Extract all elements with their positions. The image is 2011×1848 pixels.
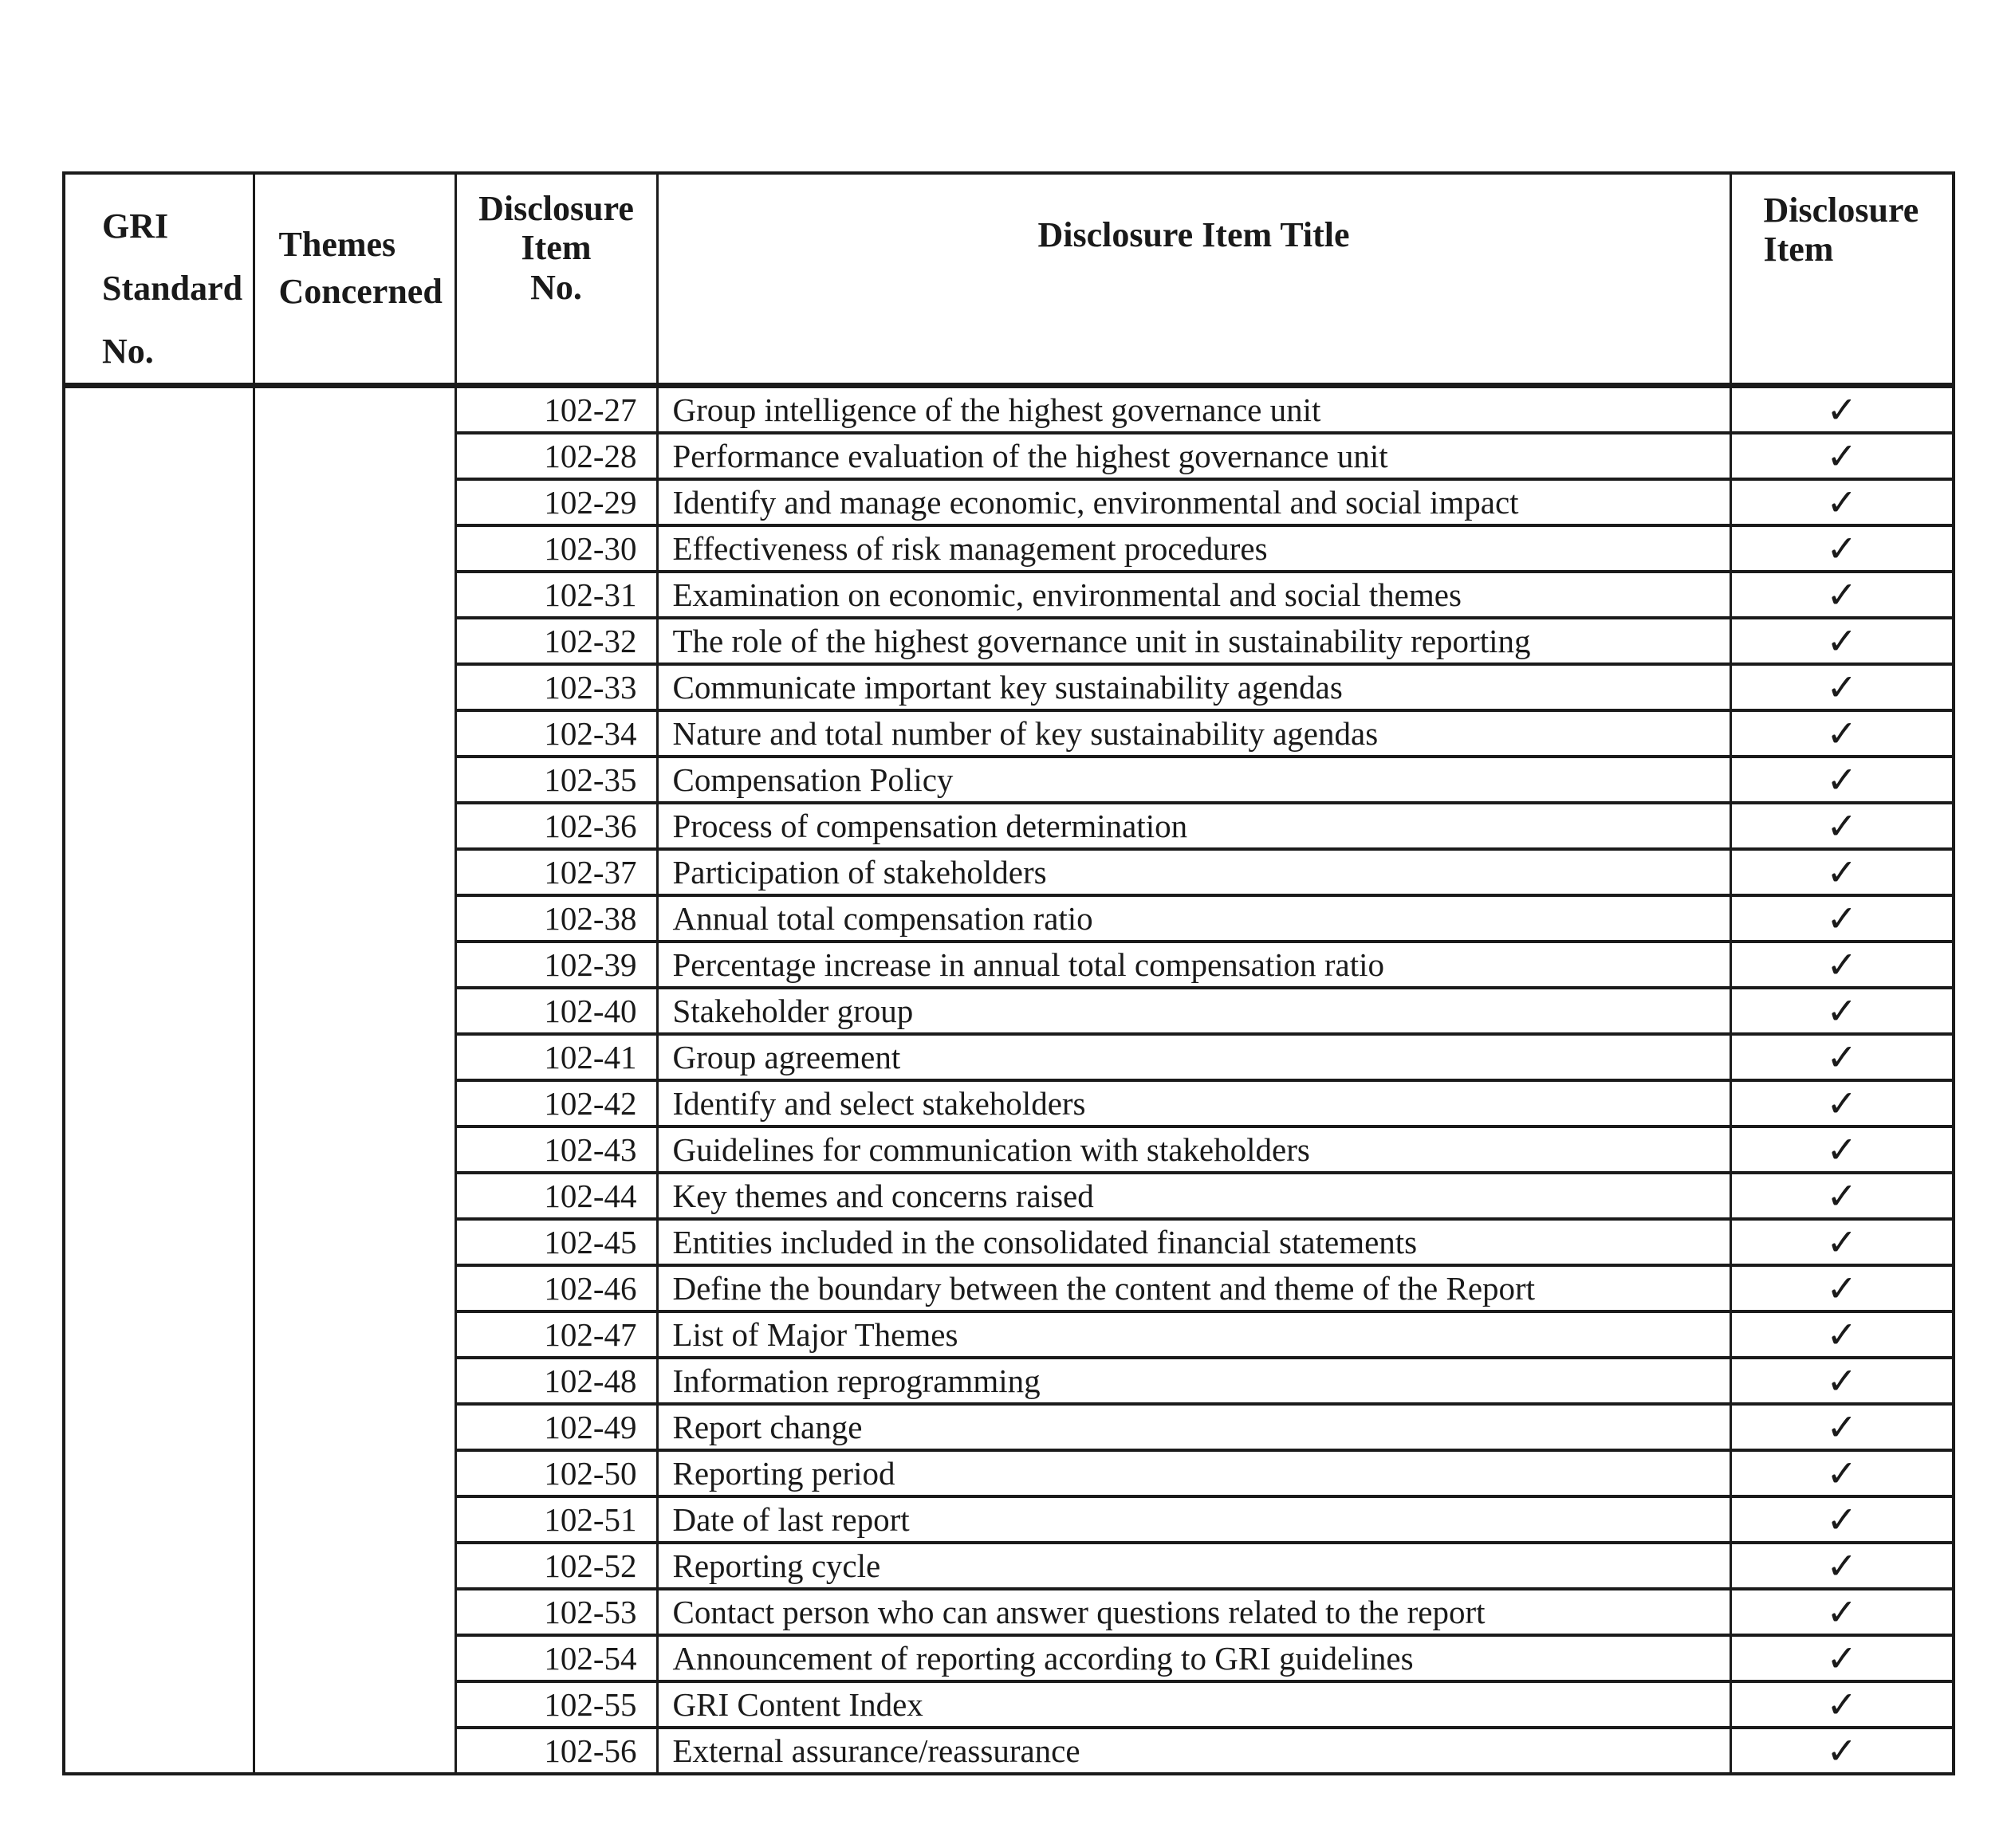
disclosure-check-mark: ✓ [1730, 1543, 1954, 1589]
header-line: No. [102, 331, 154, 371]
disclosure-item-title: GRI Content Index [657, 1681, 1730, 1728]
disclosure-check-mark: ✓ [1730, 942, 1954, 988]
disclosure-item-title: Reporting cycle [657, 1543, 1730, 1589]
disclosure-check-mark: ✓ [1730, 1450, 1954, 1496]
header-line: Concerned [278, 272, 443, 312]
header-line: Standard [102, 269, 243, 309]
disclosure-check-mark: ✓ [1730, 664, 1954, 710]
header-themes-concerned [254, 173, 455, 385]
disclosure-item-no: 102-43 [455, 1126, 657, 1173]
disclosure-check-mark: ✓ [1730, 895, 1954, 942]
disclosure-item-title: Effectiveness of risk management procedures [657, 525, 1730, 572]
disclosure-item-title: Stakeholder group [657, 988, 1730, 1034]
disclosure-item-title: Identify and select stakeholders [657, 1080, 1730, 1126]
disclosure-item-title: Compensation Policy [657, 757, 1730, 803]
disclosure-item-title: Communicate important key sustainability agendas [657, 664, 1730, 710]
disclosure-item-title: Date of last report [657, 1496, 1730, 1543]
disclosure-item-no: 102-45 [455, 1219, 657, 1265]
disclosure-item-no: 102-39 [455, 942, 657, 988]
table-header-row [64, 173, 1954, 385]
header-line: Disclosure [1763, 191, 1919, 230]
disclosure-check-mark: ✓ [1730, 710, 1954, 757]
disclosure-item-no: 102-31 [455, 572, 657, 618]
disclosure-item-no: 102-34 [455, 710, 657, 757]
disclosure-item-title: Information reprogramming [657, 1358, 1730, 1404]
disclosure-item-no: 102-53 [455, 1589, 657, 1635]
header-gri-standard-no [64, 173, 254, 385]
disclosure-item-title: Define the boundary between the content and theme of the Report [657, 1265, 1730, 1311]
disclosure-item-no: 102-54 [455, 1635, 657, 1681]
disclosure-item-title: Participation of stakeholders [657, 849, 1730, 895]
disclosure-item-no: 102-35 [455, 757, 657, 803]
disclosure-item-no: 102-28 [455, 433, 657, 479]
disclosure-check-mark: ✓ [1730, 757, 1954, 803]
disclosure-item-no: 102-55 [455, 1681, 657, 1728]
disclosure-item-title: Announcement of reporting according to GRI guidelines [657, 1635, 1730, 1681]
header-line: Item [1763, 230, 1834, 269]
disclosure-check-mark: ✓ [1730, 525, 1954, 572]
disclosure-check-mark: ✓ [1730, 1728, 1954, 1774]
disclosure-item-title: Entities included in the consolidated financial statements [657, 1219, 1730, 1265]
disclosure-item-title: Report change [657, 1404, 1730, 1450]
disclosure-item-title: Performance evaluation of the highest governance unit [657, 433, 1730, 479]
disclosure-item-no: 102-42 [455, 1080, 657, 1126]
disclosure-check-mark: ✓ [1730, 479, 1954, 525]
disclosure-check-mark: ✓ [1730, 1126, 1954, 1173]
disclosure-item-no: 102-52 [455, 1543, 657, 1589]
themes-concerned-cell [254, 385, 455, 1774]
disclosure-check-mark: ✓ [1730, 1219, 1954, 1265]
disclosure-check-mark: ✓ [1730, 1034, 1954, 1080]
disclosure-item-title: Reporting period [657, 1450, 1730, 1496]
disclosure-item-title: Annual total compensation ratio [657, 895, 1730, 942]
disclosure-check-mark: ✓ [1730, 1311, 1954, 1358]
table-row [64, 385, 1954, 433]
disclosure-item-no: 102-40 [455, 988, 657, 1034]
disclosure-check-mark: ✓ [1730, 1496, 1954, 1543]
disclosure-item-no: 102-32 [455, 618, 657, 664]
disclosure-item-no: 102-29 [455, 479, 657, 525]
disclosure-item-title: Percentage increase in annual total compensation ratio [657, 942, 1730, 988]
header-disclosure-item [1730, 173, 1954, 385]
disclosure-item-title: Process of compensation determination [657, 803, 1730, 849]
disclosure-item-title: List of Major Themes [657, 1311, 1730, 1358]
disclosure-item-no: 102-47 [455, 1311, 657, 1358]
disclosure-item-no: 102-38 [455, 895, 657, 942]
disclosure-check-mark: ✓ [1730, 988, 1954, 1034]
disclosure-check-mark: ✓ [1730, 1173, 1954, 1219]
disclosure-item-no: 102-37 [455, 849, 657, 895]
disclosure-item-title: Group intelligence of the highest governance unit [657, 385, 1730, 433]
disclosure-item-no: 102-50 [455, 1450, 657, 1496]
disclosure-item-no: 102-36 [455, 803, 657, 849]
header-line: Themes [278, 225, 396, 264]
disclosure-check-mark: ✓ [1730, 1589, 1954, 1635]
disclosure-check-mark: ✓ [1730, 1681, 1954, 1728]
disclosure-item-title: Group agreement [657, 1034, 1730, 1080]
disclosure-check-mark: ✓ [1730, 849, 1954, 895]
table-body [64, 173, 1954, 1774]
disclosure-check-mark: ✓ [1730, 1080, 1954, 1126]
disclosure-check-mark: ✓ [1730, 385, 1954, 433]
disclosure-item-title: Key themes and concerns raised [657, 1173, 1730, 1219]
header-line: GRI [102, 206, 169, 246]
disclosure-item-no: 102-56 [455, 1728, 657, 1774]
gri-standard-no-cell [64, 385, 254, 1774]
gri-disclosure-table [62, 171, 1955, 1775]
header-disclosure-item-title: Disclosure Item Title [657, 173, 1730, 385]
disclosure-check-mark: ✓ [1730, 572, 1954, 618]
disclosure-item-no: 102-41 [455, 1034, 657, 1080]
disclosure-item-no: 102-44 [455, 1173, 657, 1219]
header-disclosure-item-no [455, 173, 657, 385]
disclosure-item-title: Examination on economic, environmental and social themes [657, 572, 1730, 618]
disclosure-item-title: Identify and manage economic, environmental and social impact [657, 479, 1730, 525]
disclosure-check-mark: ✓ [1730, 1635, 1954, 1681]
disclosure-item-title: Nature and total number of key sustainability agendas [657, 710, 1730, 757]
disclosure-item-no: 102-30 [455, 525, 657, 572]
disclosure-item-no: 102-27 [455, 385, 657, 433]
disclosure-item-no: 102-48 [455, 1358, 657, 1404]
disclosure-item-title: Contact person who can answer questions related to the report [657, 1589, 1730, 1635]
disclosure-item-title: Guidelines for communication with stakeholders [657, 1126, 1730, 1173]
header-line: No. [530, 267, 582, 307]
disclosure-item-no: 102-46 [455, 1265, 657, 1311]
header-line: Item [521, 228, 592, 268]
header-line: Disclosure [478, 189, 634, 228]
disclosure-item-title: The role of the highest governance unit in sustainability reporting [657, 618, 1730, 664]
disclosure-check-mark: ✓ [1730, 1265, 1954, 1311]
disclosure-check-mark: ✓ [1730, 433, 1954, 479]
disclosure-check-mark: ✓ [1730, 1404, 1954, 1450]
disclosure-check-mark: ✓ [1730, 618, 1954, 664]
disclosure-item-no: 102-51 [455, 1496, 657, 1543]
disclosure-check-mark: ✓ [1730, 1358, 1954, 1404]
disclosure-item-no: 102-49 [455, 1404, 657, 1450]
disclosure-item-title: External assurance/reassurance [657, 1728, 1730, 1774]
disclosure-item-no: 102-33 [455, 664, 657, 710]
disclosure-check-mark: ✓ [1730, 803, 1954, 849]
